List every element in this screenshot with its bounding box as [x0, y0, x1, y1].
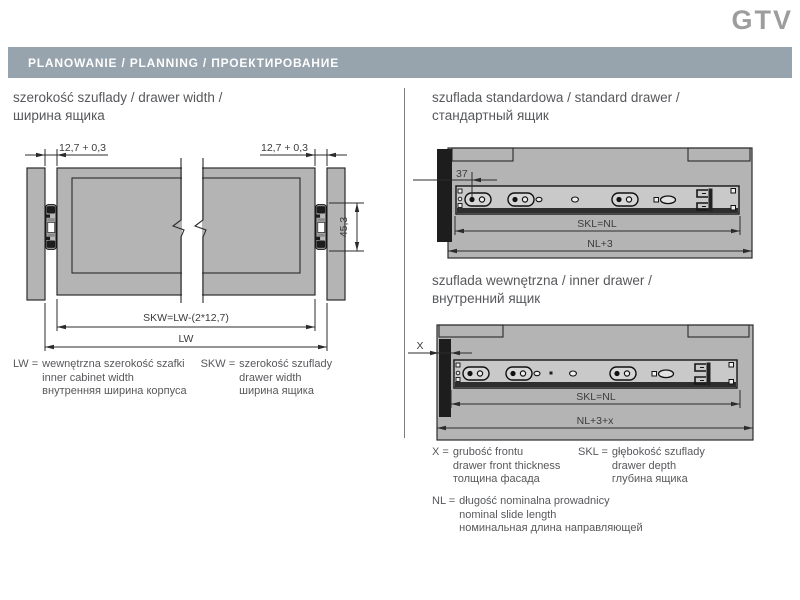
legend-term-nl: NL =	[432, 495, 456, 507]
legend-x-line1: grubość frontu	[452, 446, 524, 458]
dim-offset-right: 12,7 + 0,3	[261, 142, 308, 154]
dim-front-thickness: X	[416, 340, 424, 352]
inner-title-line2: внутренний ящик	[432, 291, 541, 306]
slide-rail	[456, 186, 739, 214]
dim-skw: SKW=LW-(2*12,7)	[143, 312, 229, 324]
rail-extra-hole	[550, 372, 553, 375]
legend-term-lw: LW =	[13, 358, 39, 370]
legend-x-line3: толщина фасада	[452, 473, 540, 485]
legend-nl-line3: номинальная длина направляющей	[459, 522, 643, 534]
standard-drawer-drawing	[400, 140, 800, 265]
legend-lw-line3: внутренняя ширина корпуса	[42, 385, 187, 397]
dim-offset-left: 12,7 + 0,3	[59, 142, 106, 154]
drawer-front-panel	[439, 339, 451, 417]
drawer-front-panel	[437, 149, 452, 242]
legend-lw-line2: inner cabinet width	[42, 371, 134, 384]
standard-title-line1: szuflada standardowa / standard drawer /	[432, 90, 680, 105]
legend-skw-line2: drawer width	[239, 371, 302, 384]
legend-nl-line1: długość nominalna prowadnicy	[459, 495, 610, 507]
slide-rail	[454, 360, 737, 388]
dim-skl: SKL=NL	[576, 391, 616, 403]
legend-skl-line1: głębokość szuflady	[611, 446, 705, 458]
legend-term-skw: SKW =	[200, 358, 236, 370]
legend-term-x: X =	[432, 446, 449, 458]
inner-title-line1: szuflada wewnętrzna / inner drawer /	[432, 273, 652, 288]
legend-x-line2: drawer front thickness	[452, 459, 561, 472]
left-legend	[13, 358, 332, 399]
gtv-logo: GTV	[731, 5, 793, 35]
legend-item-lw	[13, 358, 187, 399]
left-title-line2: ширина ящика	[13, 108, 105, 123]
legend-item-x	[432, 446, 560, 487]
dim-skl: SKL=NL	[577, 218, 617, 230]
cabinet-left-panel	[27, 168, 45, 300]
legend-skw-line3: ширина ящика	[239, 385, 314, 397]
legend-item-skw	[201, 358, 332, 399]
legend-item-skl	[578, 446, 705, 487]
break-gap	[182, 157, 202, 305]
legend-lw-line1: wewnętrzna szerokość szafki	[42, 358, 185, 370]
legend-term-skl: SKL =	[578, 446, 608, 458]
dim-nl: NL+3+x	[576, 415, 614, 427]
dim-front-offset: 37	[456, 168, 468, 180]
dim-nl: NL+3	[587, 238, 613, 250]
dim-slide-height: 45,3	[338, 216, 350, 238]
slide-cross-section-left	[45, 205, 56, 250]
slide-cross-section-right	[315, 205, 326, 250]
left-title-line1: szerokość szuflady / drawer width /	[13, 90, 223, 105]
legend-item-nl	[432, 495, 643, 536]
standard-drawer-title	[432, 89, 680, 125]
left-section-title	[13, 89, 222, 125]
legend-skl-line3: глубина ящика	[611, 473, 688, 485]
legend-skl-line2: drawer depth	[611, 459, 677, 472]
standard-title-line2: стандартный ящик	[432, 108, 549, 123]
inner-drawer-drawing	[400, 316, 800, 446]
legend-item-skl-wrap	[578, 446, 705, 487]
drawer-width-drawing	[0, 138, 400, 353]
header-bar	[8, 47, 792, 78]
dim-lw: LW	[178, 333, 194, 345]
legend-nl-line2: nominal slide length	[459, 508, 557, 521]
legend-item-nl-wrap	[432, 495, 643, 536]
legend-skw-line1: szerokość szuflady	[239, 358, 333, 370]
legend-item-x-wrap	[432, 446, 560, 487]
inner-drawer-title	[432, 272, 652, 308]
header-title: PLANOWANIE / PLANNING / ПРОЕКТИРОВАНИЕ	[28, 55, 339, 70]
